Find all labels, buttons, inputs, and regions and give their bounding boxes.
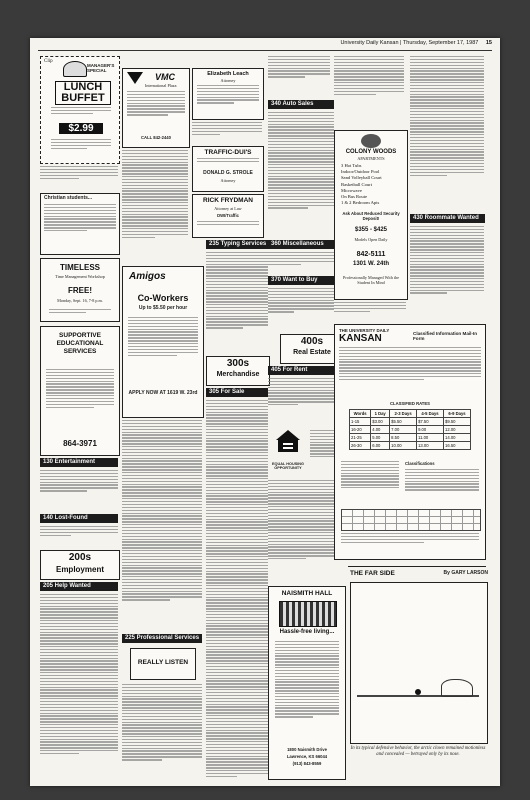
traffic-title: TRAFFIC-DUI'S — [204, 149, 252, 156]
frydman-ad — [192, 194, 264, 238]
rate-cell: 5.00 — [371, 434, 390, 442]
form-paper: THE UNIVERSITY DAILY — [339, 328, 390, 333]
section-typing-services: 235 Typing Services — [206, 240, 269, 249]
traffic-attorney-title: Attorney — [220, 178, 236, 183]
colony-footer: Professionally Managed With the Student In Mind — [343, 275, 399, 286]
rates-header: 1 Day — [371, 410, 390, 418]
vmc-ad — [122, 68, 190, 148]
colony-phone: 842-5111 — [356, 251, 386, 258]
clip-label: Clip — [44, 59, 53, 64]
colony-features-list — [341, 163, 405, 206]
table-row — [350, 426, 471, 434]
personal-ads-text — [40, 166, 118, 190]
managers-special: MANAGER'S SPECIAL — [87, 63, 115, 74]
merchandise-label: Merchandise — [216, 371, 260, 378]
rate-cell: $5.50 — [390, 418, 417, 426]
feature-item: 3 Hot Tubs — [341, 163, 362, 168]
colony-woods-subtitle: APARTMENTS — [357, 156, 385, 161]
colony-address: 1301 W. 24th — [352, 261, 390, 267]
table-row — [350, 434, 471, 442]
timeless-workshop-ad — [40, 258, 120, 322]
vmc-phone: CALL 842-2440 — [141, 135, 171, 140]
colony-woods-name: COLONY WOODS — [345, 149, 397, 155]
frydman-detail: DWI/Traffic — [217, 213, 239, 218]
far-side-caption: In its typical defensive behavior, the arctic clown remained motionless and concealed — betrayed only by its nose. — [350, 746, 486, 757]
timeless-date: Monday, Sept. 16, 7-8 p.m. — [57, 298, 103, 303]
naismith-address: 1800 Naismith Drive — [287, 747, 327, 752]
far-side-title: THE FAR SIDE — [350, 570, 395, 577]
section-auto-sales: 340 Auto Sales — [268, 100, 334, 109]
rate-cell: 4.00 — [371, 426, 390, 434]
feature-item: Sand Volleyball Court — [341, 175, 382, 181]
pizza-logo-icon — [63, 61, 87, 77]
naismith-name: NAISMITH HALL — [281, 590, 333, 597]
section-want-to-buy: 370 Want to Buy — [268, 276, 334, 285]
section-professional-services: 225 Professional Services — [122, 634, 202, 643]
section-lost-found: 140 Lost-Found — [40, 514, 118, 523]
clown-nose-icon — [415, 689, 421, 695]
rates-table — [349, 409, 471, 450]
christian-students-ad — [40, 193, 120, 255]
leach-title: Attorney — [220, 78, 236, 83]
section-miscellaneous: 360 Miscellaneous — [268, 240, 334, 249]
far-side-cartoon — [350, 582, 488, 744]
rate-cell: 1-15 — [350, 418, 371, 426]
tree-logo-icon — [361, 134, 381, 148]
polar-bear-icon — [441, 679, 473, 697]
supportive-title: SUPPORTIVE EDUCATIONAL SERVICES — [56, 332, 104, 355]
rate-cell: 6.00 — [371, 442, 390, 450]
paper-name: University Daily Kansan — [340, 40, 399, 46]
merchandise-header — [206, 356, 270, 386]
feature-item: 1 & 2 Bedroom Apts — [341, 200, 380, 206]
rates-header: Words — [350, 410, 371, 418]
rates-title: CLASSIFIED RATES — [390, 401, 430, 406]
feature-item: Indoor/Outdoor Pool — [341, 169, 380, 175]
newspaper-page — [30, 38, 500, 786]
traffic-dui-ad — [192, 146, 264, 192]
rate-cell: 21-25 — [350, 434, 371, 442]
section-roommate-wanted: 430 Roommate Wanted — [410, 214, 485, 223]
classifications-title: Classifications — [405, 461, 435, 466]
timeless-title: TIMELESS — [59, 263, 100, 272]
house-icon — [276, 430, 300, 440]
vmc-logo-icon — [127, 72, 143, 84]
lunch-price: $2.99 — [59, 123, 103, 134]
supportive-services-ad — [40, 326, 120, 456]
equal-housing-logo — [274, 430, 302, 460]
building-icon — [279, 601, 337, 627]
rate-cell: 11.00 — [417, 434, 444, 442]
rate-cell: 9.00 — [417, 426, 444, 434]
feature-item: Basketball Court — [341, 181, 373, 187]
employment-header — [40, 550, 120, 580]
leach-name: Elizabeth Leach — [207, 71, 249, 77]
rate-cell: $9.50 — [444, 418, 471, 426]
form-title: Classified Information Mail-In Form — [413, 331, 478, 342]
equal-housing-text: EQUAL HOUSING OPPORTUNITY — [272, 462, 304, 471]
colony-woods-ad — [334, 130, 408, 300]
amigos-ad — [122, 266, 204, 418]
amigos-pay: Up to $5.50 per hour — [138, 305, 188, 311]
lunch-buffet-headline: LUNCH BUFFET — [55, 81, 111, 105]
rate-cell: 7.00 — [390, 426, 417, 434]
far-side-rule — [348, 566, 486, 567]
employment-num: 200s — [68, 552, 92, 563]
traffic-attorney-name: DONALD G. STROLE — [203, 170, 253, 176]
section-for-sale: 305 For Sale — [206, 388, 268, 397]
ad-copy-grid — [341, 509, 481, 531]
feature-item: Microwave — [341, 187, 362, 193]
form-kansan: KANSAN — [339, 333, 382, 344]
far-side-author: By GARY LARSON — [443, 570, 488, 576]
section-for-rent: 405 For Rent — [268, 366, 344, 375]
table-row — [350, 418, 471, 426]
timeless-free: FREE! — [68, 286, 92, 295]
rates-header: 2-3 Days — [390, 410, 417, 418]
section-help-wanted: 205 Help Wanted — [40, 582, 118, 591]
christian-headline: Christian students... — [44, 195, 93, 201]
page-header: University Daily Kansan | Thursday, September 17, 1987 15 — [38, 40, 492, 51]
rate-cell: 10.00 — [390, 442, 417, 450]
rate-cell: $3.00 — [371, 418, 390, 426]
frydman-name: RICK FRYDMAN — [203, 197, 253, 204]
frydman-subtitle: Attorney at Law — [214, 206, 242, 211]
rates-header: 4-5 Days — [417, 410, 444, 418]
real-estate-num: 400s — [300, 336, 324, 347]
rates-header-row — [350, 410, 471, 418]
supportive-phone: 864-3971 — [63, 439, 97, 448]
leach-attorney-ad — [192, 68, 264, 120]
naismith-hall-ad — [268, 586, 346, 780]
rate-cell: 26-30 — [350, 442, 371, 450]
colony-models: Models Open Daily — [354, 237, 388, 242]
lunch-buffet-ad — [40, 56, 120, 164]
amigos-headline: Co-Workers — [137, 293, 189, 303]
naismith-headline: Hassle-free living... — [279, 629, 335, 635]
rates-header: 6-9 Days — [444, 410, 471, 418]
timeless-subtitle: Time Management Workshop — [55, 274, 105, 279]
really-listen-ad — [130, 648, 196, 680]
paper-date: Thursday, September 17, 1987 — [402, 40, 479, 46]
colony-ask: Ask About Reduced Security Deposit! — [342, 211, 400, 222]
employment-label: Employment — [55, 565, 104, 574]
naismith-phone: (913) 843-8559 — [292, 761, 322, 766]
rate-cell: 14.00 — [444, 434, 471, 442]
vmc-name: VMC — [155, 72, 175, 82]
page-number: 15 — [485, 40, 492, 46]
vmc-subtitle: International Plaza — [145, 83, 177, 88]
rate-cell: 16-20 — [350, 426, 371, 434]
rate-cell: 16.50 — [444, 442, 471, 450]
lunch-details — [51, 107, 111, 123]
naismith-city: Lawrence, KS 66044 — [286, 754, 328, 759]
rate-cell: 13.00 — [417, 442, 444, 450]
lunch-fineprint — [51, 139, 111, 159]
feature-item: On Bus Route — [341, 194, 368, 200]
amigos-apply: APPLY NOW AT 1619 W. 23rd — [128, 390, 198, 396]
section-entertainment: 130 Entertainment — [40, 458, 118, 467]
merchandise-num: 300s — [226, 358, 250, 369]
really-listen-text: REALLY LISTEN — [137, 659, 189, 666]
real-estate-label: Real Estate — [293, 349, 331, 356]
rate-cell: 8.50 — [390, 434, 417, 442]
kansan-mail-in-form — [334, 324, 486, 560]
amigos-name: Amigos — [129, 271, 166, 282]
rate-cell: 12.00 — [444, 426, 471, 434]
table-row — [350, 442, 471, 450]
rate-cell: $7.50 — [417, 418, 444, 426]
colony-price: $355 - $425 — [354, 227, 388, 233]
